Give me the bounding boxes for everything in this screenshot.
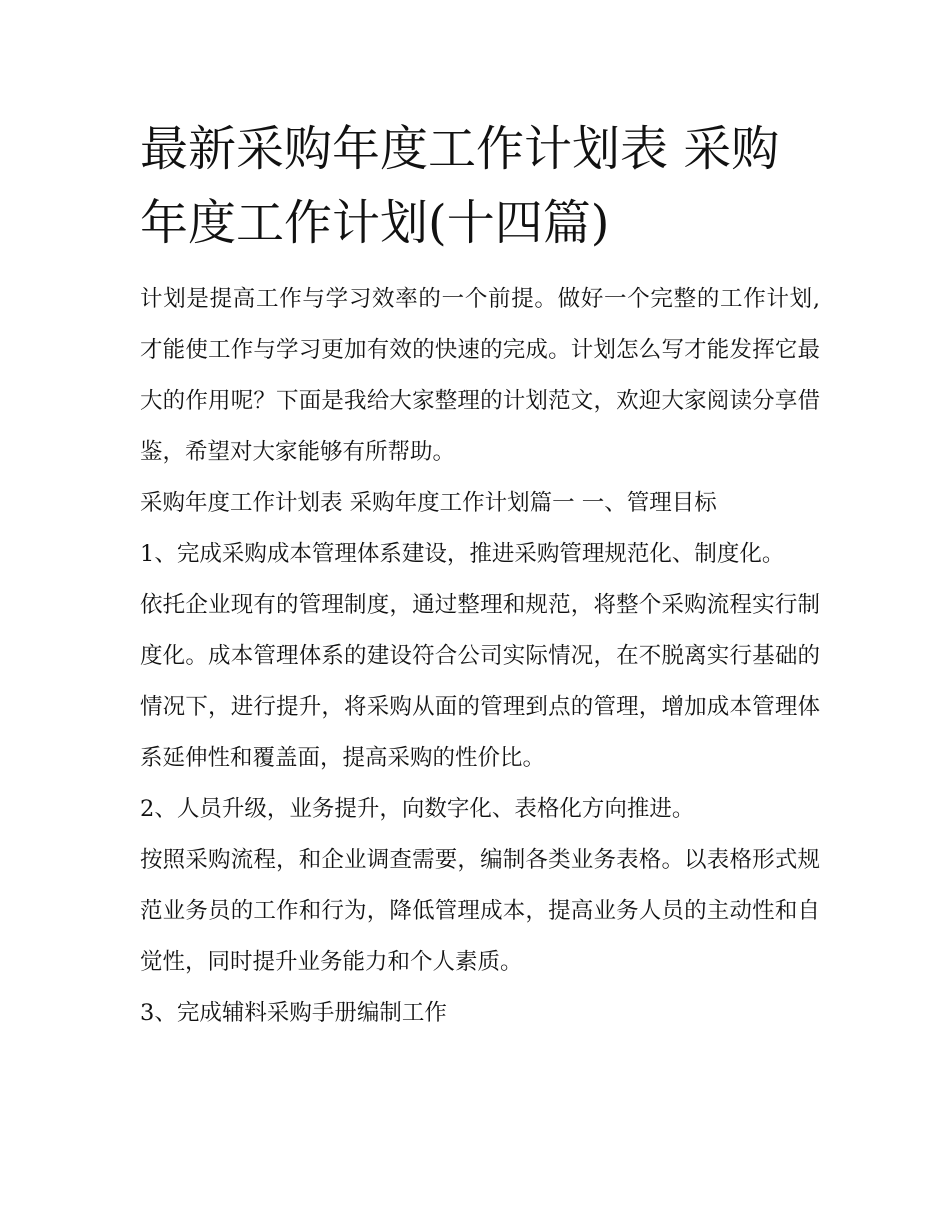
body-paragraph: 按照采购流程，和企业调查需要，编制各类业务表格。以表格形式规范业务员的工作和行为，降低管理成本，提高业务人员的主动性和自觉性，同时提升业务能力和个人素质。	[140, 847, 820, 975]
document-body	[140, 112, 820, 1039]
document-title: 最新采购年度工作计划表 采购年度工作计划(十四篇)	[140, 121, 780, 251]
section-heading: 采购年度工作计划表 采购年度工作计划篇一 一、管理目标	[140, 490, 717, 516]
list-item: 2、人员升级，业务提升，向数字化、表格化方向推进。	[140, 796, 695, 822]
intro-paragraph: 计划是提高工作与学习效率的一个前提。做好一个完整的工作计划,才能使工作与学习更加有效的快速的完成。计划怎么写才能发挥它最大的作用呢？下面是我给大家整理的计划范文，欢迎大家阅读分享借鉴，希望对大家能够有所帮助。	[140, 286, 820, 465]
list-item: 1、完成采购成本管理体系建设，推进采购管理规范化、制度化。	[140, 541, 785, 567]
body-paragraph: 依托企业现有的管理制度，通过整理和规范，将整个采购流程实行制度化。成本管理体系的建设符合公司实际情况，在不脱离实行基础的情况下，进行提升，将采购从面的管理到点的管理，增加成本管理体系延伸性和覆盖面，提高采购的性价比。	[140, 592, 820, 771]
list-item: 3、完成辅料采购手册编制工作	[140, 1000, 447, 1026]
